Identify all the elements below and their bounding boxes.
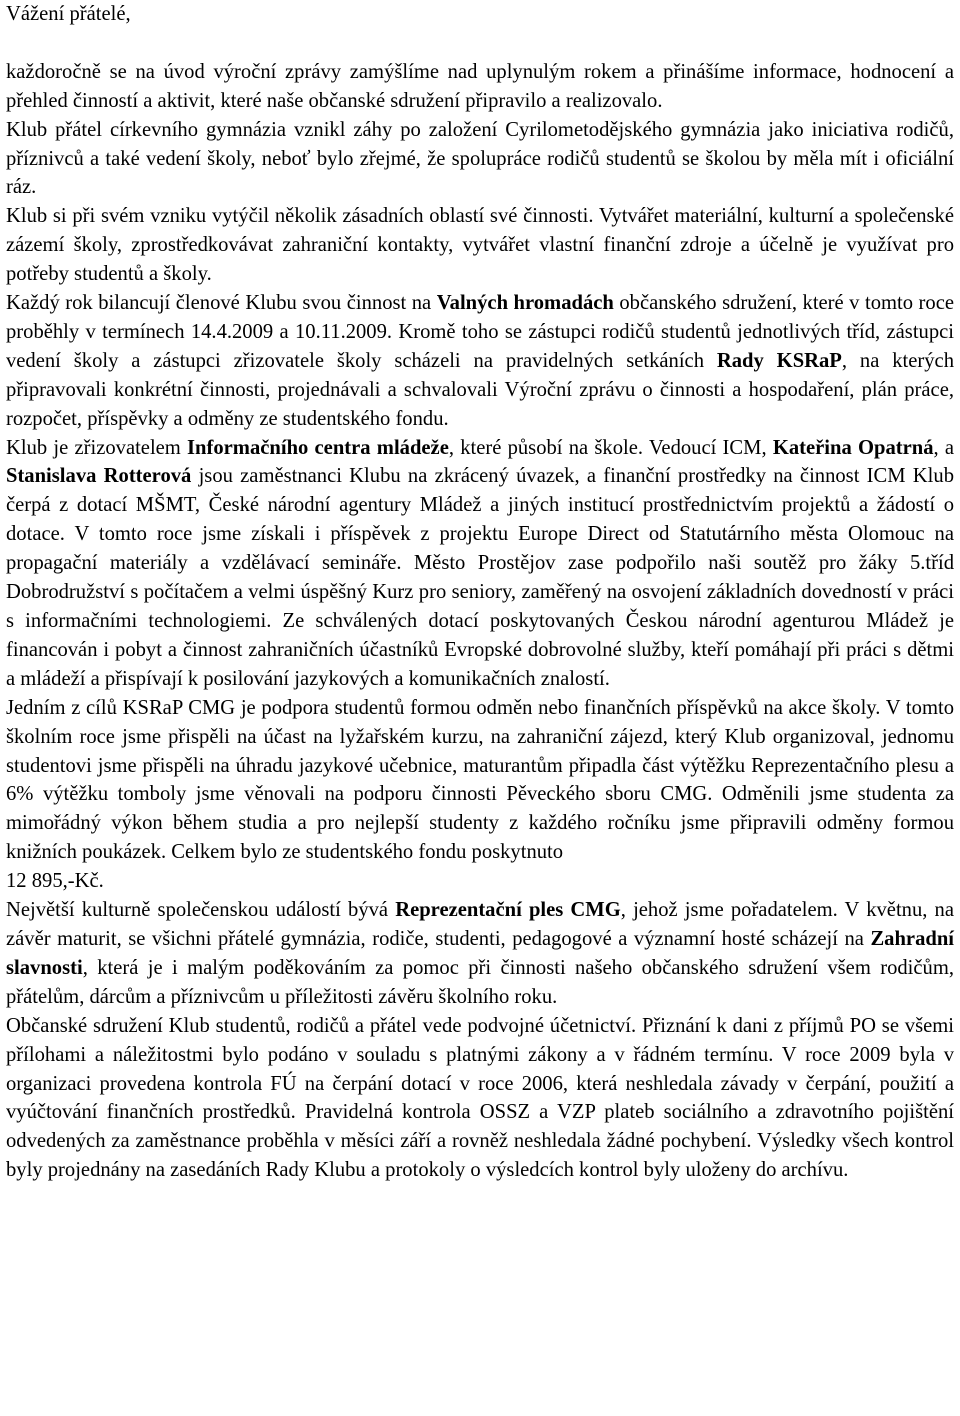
paragraph-goals: Klub si při svém vzniku vytýčil několik zásadních oblastí své činnosti. Vytvářet materiální, kulturní a společenské zázemí školy, zprostředkovávat zahraniční kontakty, vytvářet vlastní finanční zdroje a účelně je využívat pro potřeby studentů a školy. (6, 205, 954, 286)
intro-paragraph: každoročně se na úvod výroční zprávy zamýšlíme nad uplynulým rokem a přinášíme informace, hodnocení a přehled činností a aktivit, které naše občanské sdružení připravilo a realizovalo. (6, 60, 954, 112)
bold-icm: Informačního centra mládeže (187, 436, 449, 459)
paragraph-icm (6, 434, 954, 694)
text-run: Klub je zřizovatelem (6, 436, 188, 459)
text-run: , které působí na škole. Vedoucí ICM, (448, 436, 773, 459)
paragraph-student-support: Jedním z cílů KSRaP CMG je podpora studentů formou odměn nebo finančních příspěvků na akce školy. V tomto školním roce jsme přispěli na účast na lyžařském kurzu, na zahraniční zájezd, který Klub organizoval, jednomu studentovi jsme přispěli na úhradu jazykové učebnice, maturantům připadla část výtěžku Reprezentačního plesu a 6% výtěžku tomboly jsme věnovali na podporu činnosti Pěveckého sboru CMG. Odměnili jsme studenta za mimořádný výkon během studia a pro nejlepší studenty z každého ročníku jsme připravili odměny formou knižních poukázek. Celkem bylo ze studentského fondu poskytnuto (6, 696, 954, 864)
text-run: jsou zaměstnanci Klubu na zkrácený úvazek, a finanční prostředky na činnost ICM Klub čerpá z dotací MŠMT, České národní agentury Mládež a jiných institucí prostřednictvím projektů a žádostí o dotace. V tomto roce jsme získali i příspěvek z projektu Europe Direct od Statutárního města Olomouc na propagační materiály a vzdělávací semináře. Město Prostějov zase podpořilo naši soutěž pro žáky 5.tříd Dobrodružství s počítačem a velmi úspěšný Kurz pro seniory, zaměřený na osvojení základních dovedností v práci s informačními technologiemi. Ze schválených dotací poskytovaných Českou národní agenturou Mládež je financován i pobyt a činnost zahraničních účastníků Evropské dobrovolné služby, kteří pomáhají při práci s dětmi a mládeží a přispívají k posilování jazykových a komunikačních znalostí. (6, 465, 954, 690)
paragraph-student-support-total: 12 895,-Kč. (6, 870, 104, 893)
text-run: občanského sdružení, které v tomto roce proběhly v termínech 14.4.2009 a 10.11.2009. Kromě toho se zástupci rodičů studentů jednotlivých tříd, zástupci vedení školy a zástupci zřizovatele školy scházeli na pravidelných setkáních (6, 292, 954, 372)
text-run: , jehož jsme pořadatelem. V květnu, na závěr maturit, se všichni přátelé gymnázia, rodiče, studenti, pedagogové a významní hosté scházejí na (6, 899, 954, 950)
paragraph-club-origin: Klub přátel církevního gymnázia vznikl záhy po založení Cyrilometodějského gymnázia jako iniciativa rodičů, příznivců a také vedení školy, neboť bylo zřejmé, že spolupráce rodičů studentů se školou by měla mít i oficiální ráz. (6, 118, 954, 199)
text-run: , která je i malým poděkováním za pomoc při činnosti našeho občanského sdružení všem rodičům, přátelům, dárcům a příznivcům u příležitosti závěru školního roku. (6, 956, 954, 1008)
bold-zahradni-slavnost: Zahradní slavnosti (6, 927, 954, 979)
bold-valne-hromady: Valných hromadách (436, 292, 614, 315)
text-run: Každý rok bilancují členové Klubu svou činnost na (6, 292, 437, 315)
bold-ples: Reprezentační ples CMG (395, 899, 621, 922)
text-run: Největší kulturně společenskou událostí bývá (6, 899, 396, 922)
text-run: , a (933, 436, 955, 459)
paragraph-accounting: Občanské sdružení Klub studentů, rodičů a přátel vede podvojné účetnictví. Přiznání k dani z příjmů PO se všemi přílohami a náležitostmi bylo podáno v souladu s platnými zákony a v řádném termínu. V roce 2009 byla v organizaci provedena kontrola FÚ na čerpání dotací v roce 2006, která neshledala závady v čerpání, použití a vyúčtování finančních prostředků. Pravidelná kontrola OSSZ a VZP plateb sociálního a zdravotního pojištění odvedených za zaměstnance proběhla v měsíci září a rovněž neshledala žádné pochybení. Výsledky všech kontrol byly projednány na zasedáních Rady Klubu a protokoly o výsledcích kontrol byly uloženy do archívu. (6, 1014, 954, 1182)
paragraph-events (6, 896, 954, 1012)
text-run: , na kterých připravovali konkrétní činnosti, projednávali a schvalovali Výroční zprávu o činnosti a hospodaření, plán práce, rozpočet, příspěvky a odměny ze studentského fondu. (6, 349, 954, 430)
document-page (6, 0, 954, 1185)
greeting: Vážení přátelé, (6, 3, 131, 25)
bold-rotterova: Stanislava Rotterová (6, 465, 192, 488)
paragraph-general-meetings (6, 289, 954, 434)
bold-opatrna: Kateřina Opatrná (772, 436, 934, 459)
bold-rada-ksrap: Rady KSRaP (716, 349, 842, 372)
